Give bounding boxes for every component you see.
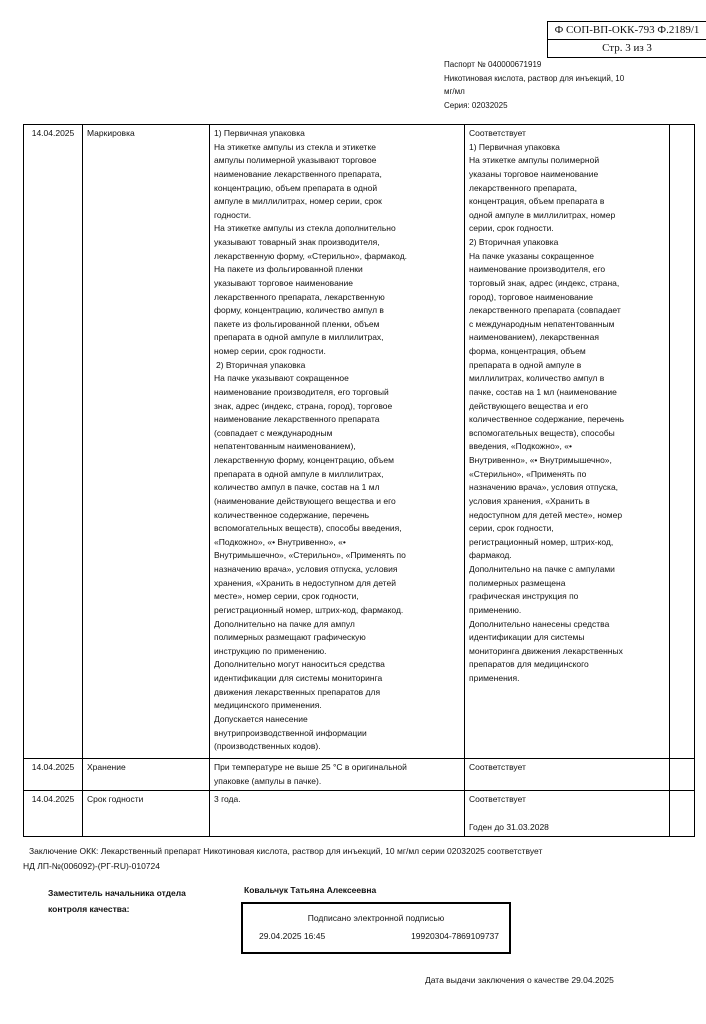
passport-number: Паспорт № 040000671919 — [444, 60, 542, 69]
cell-text-line: количественное содержание, перечень — [469, 414, 625, 425]
cell-text-line: препарата в одной ампуле в миллилитрах, — [214, 468, 384, 479]
cell-text-line: Внутримышечно», «Стерильно», «Применять по — [214, 550, 406, 561]
cell-text-line: 2) Вторичная упаковка — [469, 237, 559, 247]
cell-text-line: «Стерильно», «Применять по — [469, 468, 587, 479]
cell-text-line: одной ампуле в миллилитрах, номер — [469, 209, 616, 220]
esign-number: 19920304-7869109737 — [411, 931, 499, 941]
cell-text-line: Годен до 31.03.2028 — [469, 821, 549, 832]
cell-text-line: фармакод. — [469, 550, 512, 561]
row-result — [465, 125, 670, 759]
row-result — [465, 791, 670, 837]
conclusion — [23, 844, 542, 874]
row-date: 14.04.2025 — [24, 759, 83, 791]
row-extra — [670, 759, 695, 791]
cell-text-line: Дополнительно могут наноситься средства — [214, 659, 385, 670]
electronic-signature-stamp — [241, 902, 511, 954]
cell-text-line: Внутривенно», «• Внутримышечно», — [469, 455, 612, 465]
cell-text-line: месте», номер серии, срок годности, — [214, 591, 359, 602]
signer-name: Ковальчук Татьяна Алексеевна — [244, 885, 377, 895]
cell-text-line: хранения, «Хранить в недоступном для детей — [214, 577, 396, 588]
cell-text-line: На пачке указаны сокращенное — [469, 250, 594, 261]
product-name-line2: мг/мл — [444, 87, 465, 96]
esign-title: Подписано электронной подписью — [307, 913, 445, 923]
cell-text-line: Дополнительно на пачке с ампулами — [469, 564, 615, 574]
cell-text-line: серии, срок годности, — [469, 523, 554, 534]
cell-text-line: упаковке (ампулы в пачке). — [214, 775, 322, 786]
cell-text-line: мониторинга движения лекарственных — [469, 645, 623, 656]
issue-date: Дата выдачи заключения о качестве 29.04.2025 — [425, 975, 614, 985]
cell-text-line: (наименование действующего вещества и его — [214, 495, 396, 506]
table-row — [24, 791, 695, 837]
cell-text-line: Дополнительно нанесены средства — [469, 618, 610, 629]
cell-text-line: Дополнительно на пачке для ампул — [214, 618, 355, 629]
cell-text-line: препарата в одной ампуле в — [469, 359, 582, 370]
cell-text-line: наименованием), лекарственная — [469, 332, 599, 343]
cell-text-line: Соответствует — [469, 762, 526, 772]
cell-text-line: инструкцию по применению. — [214, 645, 327, 656]
page-number: Стр. 3 из 3 — [548, 39, 706, 57]
row-extra — [670, 791, 695, 837]
cell-text-line: указывают товарный знак производителя, — [214, 237, 380, 247]
cell-text-line: вспомогательных веществ), способы — [469, 427, 615, 438]
cell-text-line: идентификации для системы мониторинга — [214, 673, 383, 683]
cell-text-line: 1) Первичная упаковка — [214, 128, 305, 138]
row-result — [465, 759, 670, 791]
cell-text-line: город), торговое наименование — [469, 291, 594, 302]
cell-text-line: количество ампул в пачке, состав на 1 мл — [214, 482, 380, 493]
row-requirement — [210, 125, 465, 759]
cell-text-line: лекарственную форму, концентрацию, объем — [214, 455, 394, 465]
cell-text-line: с международным непатентованным — [469, 318, 615, 329]
conclusion-line1: Заключение ОКК: Лекарственный препарат Никотиновая кислота, раствор для инъекций, 10 мг/мл серии 02032025 соответствует — [29, 846, 543, 856]
cell-text-line: лекарственного препарата, лекарственную — [214, 291, 385, 302]
cell-text-line: количественное содержание, перечень — [214, 509, 370, 520]
signer-role-line2: контроля качества: — [48, 904, 130, 914]
cell-text-line: движения лекарственных препаратов для — [214, 686, 381, 697]
cell-text-line: На этикетке ампулы из стекла и этикетке — [214, 141, 376, 152]
row-parameter: Срок годности — [83, 791, 210, 837]
test-results-table — [23, 124, 695, 837]
cell-text-line: 3 года. — [214, 794, 241, 805]
row-date: 14.04.2025 — [24, 125, 83, 759]
cell-text-line: условия хранения, «Хранить в — [469, 495, 590, 506]
cell-text-line: концентрация, объем препарата в — [469, 196, 605, 207]
cell-text-line: ампуле в миллилитрах, номер серии, срок — [214, 196, 382, 207]
cell-text-line: вспомогательных веществ), способы введения, — [214, 523, 402, 534]
form-code: Ф СОП-ВП-ОКК-793 Ф.2189/1 — [554, 24, 700, 36]
row-requirement — [210, 759, 465, 791]
cell-text-line: лекарственную форму, «Стерильно», фармакод. — [214, 250, 408, 261]
cell-text-line: применения. — [469, 673, 520, 683]
cell-text-line: назначению врача», условия отпуска, условия — [214, 564, 398, 574]
cell-text-line: торговый знак, адрес (индекс, страна, — [469, 277, 620, 288]
cell-text-line: номер серии, срок годности. — [214, 346, 326, 356]
cell-text-line: полимерных размещена — [469, 577, 566, 588]
cell-text-line: назначению врача», условия отпуска, — [469, 482, 619, 493]
cell-text-line: 1) Первичная упаковка — [469, 141, 560, 152]
cell-text-line: лекарственного препарата, — [469, 182, 577, 193]
cell-text-line: регистрационный номер, штрих-код, — [469, 536, 614, 547]
cell-text-line: На пачке указывают сокращенное — [214, 373, 349, 384]
cell-text-line: форму, концентрацию, количество ампул в — [214, 305, 384, 316]
cell-text-line: При температуре не выше 25 °С в оригинальной — [214, 762, 407, 772]
table-row — [24, 125, 695, 759]
row-extra — [670, 125, 695, 759]
cell-text-line: 2) Вторичная упаковка — [216, 359, 306, 370]
row-date: 14.04.2025 — [24, 791, 83, 837]
cell-text-line: введения, «Подкожно», «• — [469, 441, 572, 452]
cell-text-line: препаратов для медицинского — [469, 659, 589, 670]
line-gap — [469, 807, 665, 821]
cell-text-line: пачке, состав на 1 мл (наименование — [469, 386, 617, 397]
passport-block — [444, 58, 624, 112]
cell-text-line: действующего вещества и его — [469, 400, 589, 411]
cell-text-line: (совпадает с международным — [214, 427, 333, 438]
cell-text-line: пакете из фольгированной пленки, объем — [214, 318, 380, 329]
cell-text-line: лекарственного препарата (совпадает — [469, 305, 621, 316]
cell-text-line: На пакете из фольгированной пленки — [214, 264, 363, 275]
cell-text-line: недоступном для детей месте», номер — [469, 509, 623, 520]
cell-text-line: идентификации для системы — [469, 632, 585, 643]
series-number: Серия: 02032025 — [444, 100, 508, 110]
cell-text-line: указаны торговое наименование — [469, 168, 599, 179]
cell-text-line: годности. — [214, 209, 252, 220]
cell-text-line: знак, адрес (индекс, страна, город), торговое — [214, 400, 393, 411]
table-row — [24, 759, 695, 791]
cell-text-line: наименование производителя, его торговый — [214, 386, 389, 397]
cell-text-line: применению. — [469, 604, 522, 615]
cell-text-line: регистрационный номер, штрих-код, фармакод. — [214, 604, 404, 615]
conclusion-line2: НД ЛП-№(006092)-(РГ-RU)-010724 — [23, 861, 160, 871]
signer-role — [48, 885, 186, 917]
cell-text-line: полимерных размещают графическую — [214, 632, 366, 643]
cell-text-line: На этикетке ампулы из стекла дополнительно — [214, 223, 396, 234]
cell-text-line: Соответствует — [469, 128, 526, 138]
cell-text-line: препарата в одной ампуле в миллилитрах, — [214, 332, 384, 343]
cell-text-line: наименование лекарственного препарата — [214, 414, 380, 425]
cell-text-line: Допускается нанесение — [214, 713, 308, 724]
cell-text-line: графическая инструкция по — [469, 591, 579, 602]
cell-text-line: серии, срок годности. — [469, 223, 554, 234]
cell-text-line: «Подкожно», «• Внутривенно», «• — [214, 536, 346, 547]
cell-text-line: наименование лекарственного препарата, — [214, 168, 382, 179]
row-requirement — [210, 791, 465, 837]
esign-datetime: 29.04.2025 16:45 — [259, 931, 326, 941]
row-parameter: Маркировка — [83, 125, 210, 759]
product-name-line1: Никотиновая кислота, раствор для инъекций, 10 — [444, 73, 625, 83]
cell-text-line: наименование производителя, его — [469, 264, 606, 275]
cell-text-line: внутрипроизводственной информации — [214, 727, 367, 738]
cell-text-line: медицинского применения. — [214, 700, 322, 711]
row-parameter: Хранение — [83, 759, 210, 791]
form-code-box — [547, 21, 706, 58]
cell-text-line: указывают торговое наименование — [214, 277, 353, 288]
cell-text-line: На этикетке ампулы полимерной — [469, 155, 600, 166]
cell-text-line: Соответствует — [469, 794, 526, 805]
cell-text-line: (производственных кодов). — [214, 741, 321, 752]
cell-text-line: ампулы полимерной указывают торговое — [214, 155, 377, 166]
cell-text-line: миллилитрах, количество ампул в — [469, 373, 605, 384]
cell-text-line: непатентованным наименованием), — [214, 441, 356, 452]
cell-text-line: концентрацию, объем препарата в одной — [214, 182, 378, 193]
signer-role-line1: Заместитель начальника отдела — [48, 888, 186, 898]
cell-text-line: форма, концентрация, объем — [469, 346, 586, 356]
